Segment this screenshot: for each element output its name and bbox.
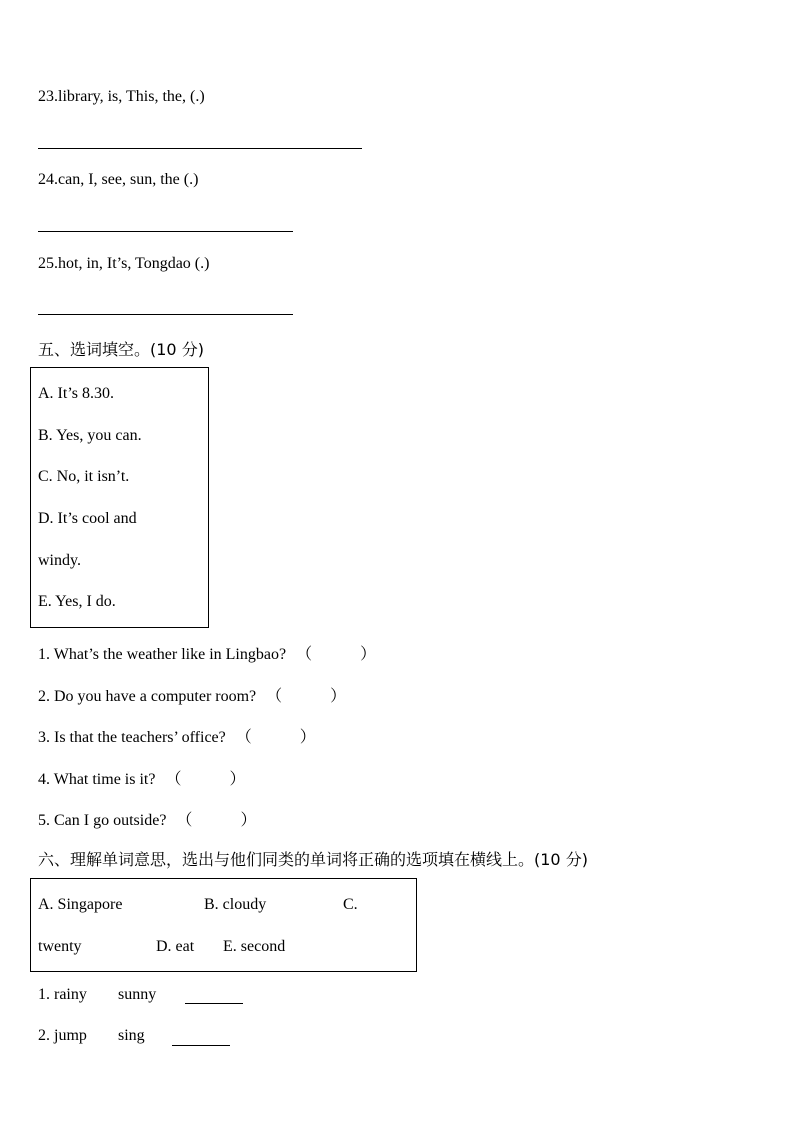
options-box-five [30,367,209,628]
item-six-2-word1: 2. jump [38,1027,87,1044]
question-23: 23.library, is, This, the, (.) [38,88,205,105]
option-a: A. It’s 8.30. [38,385,114,402]
option-six-c: C. [343,896,358,913]
question-five-2 [38,683,346,706]
answer-paren-close: ） [299,729,316,746]
option-six-b: B. cloudy [204,896,267,913]
section-five-title: 五、选词填空。(10 分) [38,340,204,359]
question-24: 24.can, I, see, sun, the (.) [38,171,199,188]
answer-paren-close: ） [360,646,377,663]
answer-paren-close: ） [330,688,347,705]
item-six-2-word2: sing [118,1027,145,1044]
item-six-1-word2: sunny [118,986,157,1003]
answer-paren-open[interactable]: （ [296,646,313,663]
item-six-1-word1: 1. rainy [38,986,87,1003]
option-d: D. It’s cool and [38,510,137,527]
option-six-a: A. Singapore [38,896,123,913]
item-six-1-blank[interactable] [185,1003,243,1004]
question-five-3 [38,724,316,747]
question-text: 2. Do you have a computer room? [38,688,257,705]
options-box-six [30,878,417,972]
option-six-e: E. second [223,938,286,955]
answer-paren-open[interactable]: （ [235,729,252,746]
answer-paren-open[interactable]: （ [266,688,283,705]
section-six-title: 六、理解单词意思，选出与他们同类的单词将正确的选项填在横线上。(10 分) [38,850,588,869]
question-text: 1. What’s the weather like in Lingbao? [38,646,287,663]
option-c: C. No, it isn’t. [38,468,130,485]
question-text: 4. What time is it? [38,771,156,788]
answer-paren-close: ） [240,812,257,829]
question-five-1 [38,641,376,664]
option-b: B. Yes, you can. [38,427,142,444]
answer-line-23[interactable] [38,148,362,149]
option-d-continued: windy. [38,552,81,569]
answer-line-24[interactable] [38,231,293,232]
answer-line-25[interactable] [38,314,293,315]
question-five-4 [38,766,246,789]
answer-paren-close: ） [229,771,246,788]
option-six-d: D. eat [156,938,195,955]
option-e: E. Yes, I do. [38,593,116,610]
question-25: 25.hot, in, It’s, Tongdao (.) [38,255,210,272]
item-six-2-blank[interactable] [172,1045,230,1046]
option-six-c-continued: twenty [38,938,82,955]
question-text: 5. Can I go outside? [38,812,167,829]
answer-paren-open[interactable]: （ [176,812,193,829]
answer-paren-open[interactable]: （ [165,771,182,788]
question-five-5 [38,807,256,830]
question-text: 3. Is that the teachers’ office? [38,729,226,746]
